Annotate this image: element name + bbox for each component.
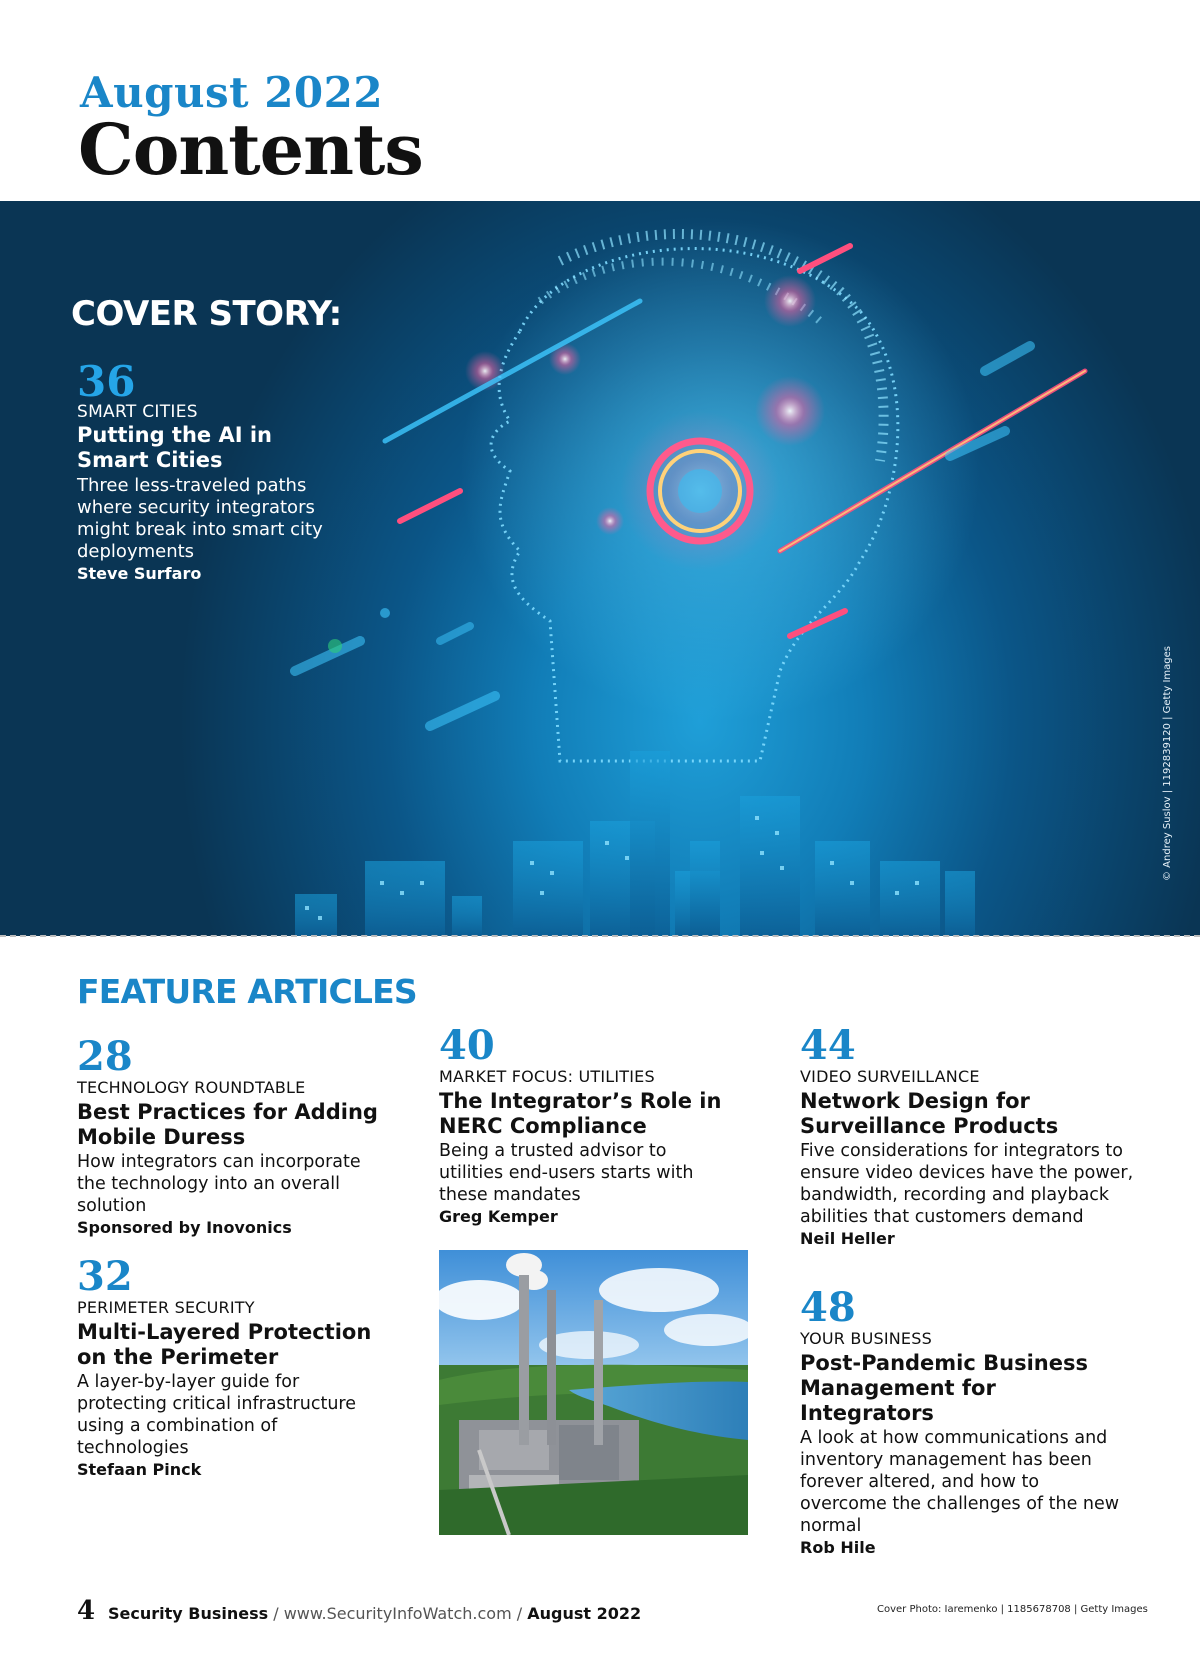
glow-dot: [328, 639, 342, 653]
article-author: Rob Hile: [800, 1538, 876, 1557]
light-streak: [400, 491, 460, 521]
feature-article[interactable]: [800, 1284, 1130, 1559]
cover-category: SMART CITIES: [77, 402, 198, 422]
article-category: MARKET FOCUS: UTILITIES: [439, 1067, 655, 1086]
article-description: Five considerations for integrators to ensure video devices have the power, bandwidth, recording and playback abilities that customers demand: [800, 1141, 1134, 1227]
page-title: Contents: [78, 108, 423, 191]
cover-story-panel: [0, 201, 1200, 936]
article-category: TECHNOLOGY ROUNDTABLE: [77, 1078, 306, 1097]
light-streak: [985, 346, 1030, 371]
article-headline[interactable]: Best Practices for Adding Mobile Duress: [77, 1100, 378, 1149]
article-author: Greg Kemper: [439, 1207, 558, 1226]
city-skyline: [295, 751, 975, 936]
footer-publication: Security Business: [108, 1604, 269, 1623]
cover-page-number[interactable]: 36: [77, 357, 136, 406]
feature-article[interactable]: [77, 1253, 387, 1481]
article-category: PERIMETER SECURITY: [77, 1298, 255, 1317]
footer-separator: /: [511, 1604, 528, 1623]
article-headline[interactable]: Multi-Layered Protection on the Perimeter: [77, 1320, 372, 1369]
footer-website[interactable]: www.SecurityInfoWatch.com: [283, 1604, 512, 1623]
article-headline[interactable]: The Integrator’s Role in NERC Compliance: [439, 1089, 722, 1138]
issue-month: August 2022: [80, 68, 384, 117]
glow-dot: [380, 608, 390, 618]
cover-headline-line-2: Smart Cities: [77, 448, 223, 472]
cover-author: Steve Surfaro: [77, 564, 202, 583]
article-author: Stefaan Pinck: [77, 1460, 202, 1479]
power-plant-illustration: [439, 1250, 748, 1535]
article-description: How integrators can incorporate the technology into an overall solution: [77, 1152, 361, 1216]
footer-page-number: 4: [77, 1596, 96, 1626]
cover-story-label: COVER STORY:: [71, 294, 342, 334]
power-plant-photo: [439, 1250, 748, 1535]
article-author: Sponsored by Inovonics: [77, 1218, 292, 1237]
footer-issue: August 2022: [527, 1604, 642, 1623]
cover-bottom-divider: [0, 935, 1200, 937]
feature-article[interactable]: [800, 1022, 1140, 1250]
glow-spot: [596, 507, 624, 535]
light-streak: [430, 696, 495, 726]
footer-publication-line: [108, 1604, 641, 1623]
cover-description: Three less-traveled paths where security integrators might break into smart city deployments: [77, 475, 323, 562]
cover-headline[interactable]: [77, 423, 337, 473]
article-page-number[interactable]: 28: [77, 1033, 133, 1080]
cover-image-credit: © Andrey Suslov | 1192839120 | Getty Images: [1162, 646, 1173, 881]
footer-cover-credit: Cover Photo: Iaremenko | 1185678708 | Getty Images: [877, 1604, 1148, 1615]
article-description: A look at how communications and inventory management has been forever altered, and how to overcome the challenges of the new normal: [800, 1428, 1120, 1536]
article-page-number[interactable]: 40: [439, 1022, 495, 1069]
article-author: Neil Heller: [800, 1229, 895, 1248]
article-headline[interactable]: Network Design for Surveillance Products: [800, 1089, 1059, 1138]
article-description: Being a trusted advisor to utilities end-users starts with these mandates: [439, 1141, 694, 1205]
cover-headline-line-1: Putting the AI in: [77, 423, 272, 447]
glow-spot: [755, 376, 825, 446]
article-category: VIDEO SURVEILLANCE: [800, 1067, 980, 1086]
feature-article[interactable]: [77, 1033, 387, 1239]
glow-spot: [764, 275, 816, 327]
article-category: YOUR BUSINESS: [800, 1329, 932, 1348]
feature-article[interactable]: [439, 1022, 734, 1228]
article-description: A layer-by-layer guide for protecting critical infrastructure using a combination of technologies: [77, 1372, 356, 1458]
footer-separator: /: [268, 1604, 284, 1623]
article-headline[interactable]: Post-Pandemic Business Management for Integrators: [800, 1351, 1088, 1425]
feature-articles-heading: FEATURE ARTICLES: [77, 972, 417, 1011]
light-streak: [440, 626, 470, 641]
article-page-number[interactable]: 32: [77, 1253, 133, 1300]
light-streak: [295, 641, 360, 671]
article-page-number[interactable]: 48: [800, 1284, 856, 1331]
article-page-number[interactable]: 44: [800, 1022, 856, 1069]
ear-core: [678, 469, 722, 513]
